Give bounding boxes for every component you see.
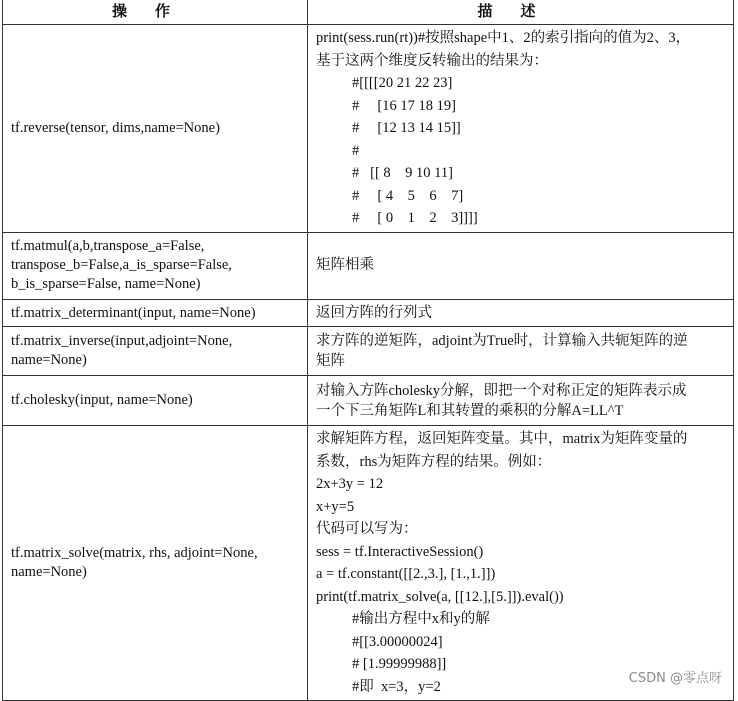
code-line: #输出方程中x和y的解 bbox=[352, 611, 490, 627]
table-row bbox=[3, 426, 734, 701]
desc-line: 代码可以写为： bbox=[316, 521, 418, 537]
desc-cell: 返回方阵的行列式 bbox=[308, 299, 734, 327]
op-cell bbox=[3, 327, 308, 376]
code-line: # [[ 8 9 10 11] bbox=[352, 165, 453, 181]
op-line: name=None) bbox=[11, 564, 87, 580]
csdn-watermark: CSDN @零点呀 bbox=[628, 671, 722, 686]
desc-line: 求解矩阵方程，返回矩阵变量。其中，matrix为矩阵变量的 bbox=[316, 431, 688, 447]
table-row bbox=[3, 232, 734, 299]
desc-cell bbox=[308, 327, 734, 376]
op-line: tf.matrix_solve(matrix, rhs, adjoint=None, bbox=[11, 545, 258, 561]
code-line: # [16 17 18 19] bbox=[352, 97, 456, 114]
desc-cell: 矩阵相乘 bbox=[308, 232, 734, 299]
op-line: b_is_sparse=False, name=None) bbox=[11, 276, 201, 292]
op-cell: tf.matrix_determinant(input, name=None) bbox=[3, 299, 308, 327]
table-row bbox=[3, 327, 734, 376]
code-line: #[[3.00000024] bbox=[352, 633, 443, 650]
op-cell: tf.reverse(tensor, dims,name=None) bbox=[3, 25, 308, 233]
code-line: # bbox=[352, 142, 360, 159]
desc-line: sess = tf.InteractiveSession() bbox=[316, 543, 484, 560]
desc-cell bbox=[308, 25, 734, 233]
desc-line: print(tf.matrix_solve(a, [[12.],[5.]]).eval()) bbox=[316, 588, 564, 605]
op-cell: tf.cholesky(input, name=None) bbox=[3, 376, 308, 426]
desc-line: 对输入方阵cholesky分解，即把一个对称正定的矩阵表示成 bbox=[316, 382, 687, 399]
op-line: tf.matmul(a,b,transpose_a=False, bbox=[11, 238, 205, 254]
op-line: name=None) bbox=[11, 352, 87, 368]
desc-line: 一个下三角矩阵L和其转置的乘积的分解A=LL^T bbox=[316, 402, 624, 419]
op-cell bbox=[3, 426, 308, 701]
code-line: # [ 4 5 6 7] bbox=[352, 187, 464, 204]
desc-line: 矩阵 bbox=[316, 353, 345, 369]
desc-line: print(sess.run(rt))#按照shape中1、2的索引指向的值为2、3， bbox=[316, 30, 691, 46]
desc-cell bbox=[308, 376, 734, 426]
desc-line: 2x+3y = 12 bbox=[316, 476, 384, 492]
table-row bbox=[3, 376, 734, 426]
op-line: transpose_b=False,a_is_sparse=False, bbox=[11, 257, 232, 273]
code-line: # [12 13 14 15]] bbox=[352, 120, 461, 136]
table-row bbox=[3, 299, 734, 327]
desc-line: 求方阵的逆矩阵，adjoint为True时，计算输入共轭矩阵的逆 bbox=[316, 333, 688, 349]
op-cell bbox=[3, 232, 308, 299]
desc-line: x+y=5 bbox=[316, 498, 355, 515]
desc-line: a = tf.constant([[2.,3.], [1.,1.]]) bbox=[316, 566, 496, 582]
desc-line: 基于这两个维度反转输出的结果为： bbox=[316, 52, 548, 69]
desc-cell bbox=[308, 426, 734, 701]
desc-line: 系数，rhs为矩阵方程的结果。例如： bbox=[316, 453, 552, 470]
header-row bbox=[3, 0, 734, 25]
tensorflow-matrix-ops-table bbox=[2, 0, 734, 701]
code-line: #即 x=3，y=2 bbox=[352, 678, 441, 695]
code-line: #[[[[20 21 22 23] bbox=[352, 75, 453, 91]
header-operation: 操作 bbox=[3, 0, 308, 25]
header-description: 描述 bbox=[308, 0, 734, 25]
code-line: # [ 0 1 2 3]]]] bbox=[352, 210, 478, 226]
code-line: # [1.99999988]] bbox=[352, 656, 447, 672]
table-row bbox=[3, 25, 734, 233]
op-line: tf.matrix_inverse(input,adjoint=None, bbox=[11, 333, 233, 349]
